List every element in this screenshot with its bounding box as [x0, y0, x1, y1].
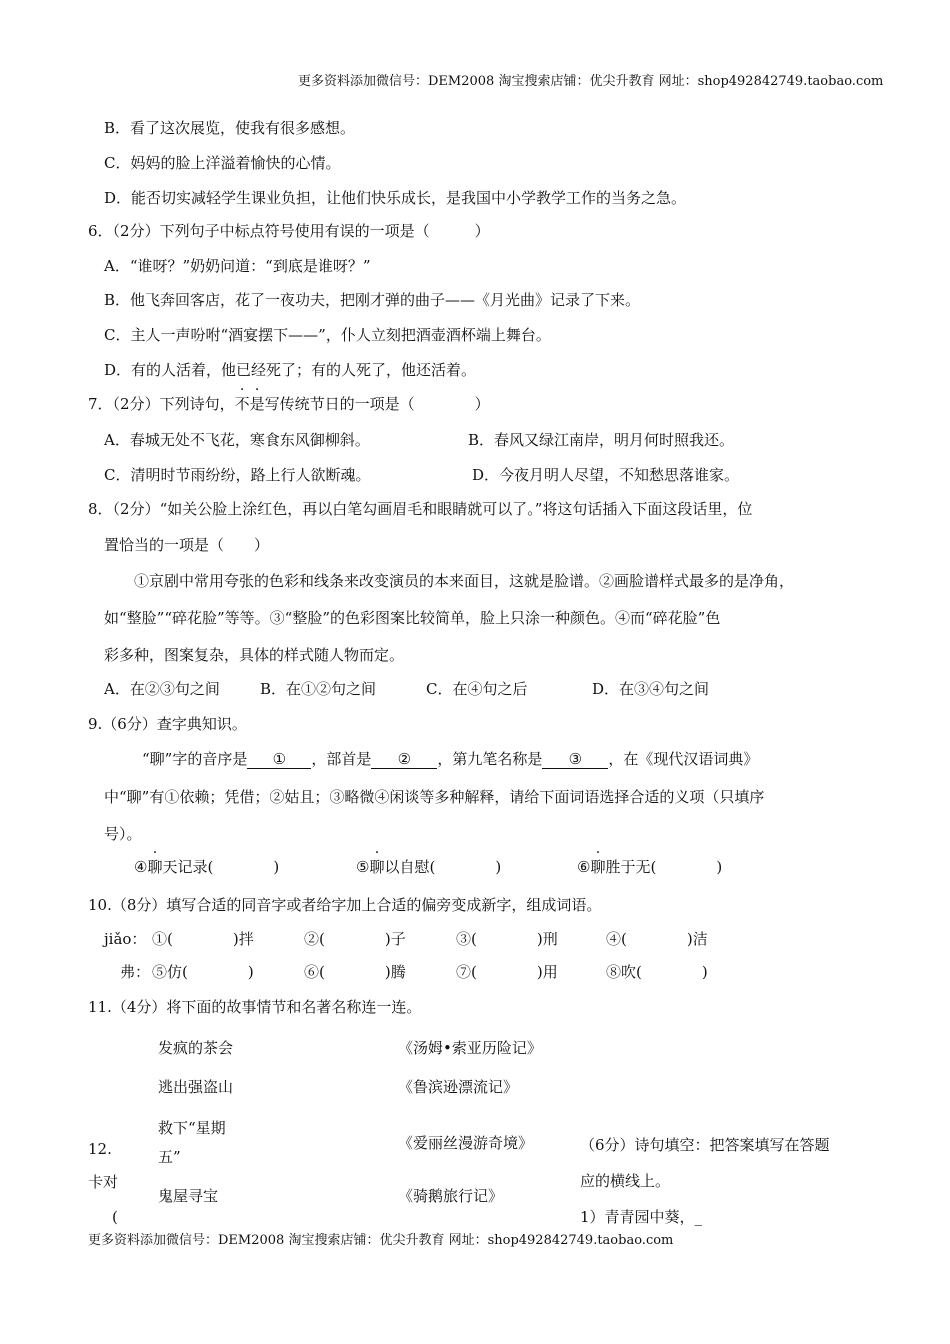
q9-line2: 中“聊”有①依赖；凭借；②姑且；③略微④闲谈等多种解释，请给下面词语选择合适的义项（只填序 [104, 788, 765, 806]
q9-item-6-rest: 胜于无( ) [605, 858, 723, 876]
q10-item-5: ⑤仿( ) [152, 963, 254, 981]
q7-emphasis-is: 是 [249, 395, 265, 413]
q9-text-a: “聊”字的音序是 [142, 750, 248, 768]
q9-line3: 号）。 [104, 825, 142, 843]
q12-fragment-2: ( [112, 1208, 118, 1226]
q7-stem [88, 394, 490, 414]
q7-option-c: C．清明时节雨纷纷，路上行人欲断魂。 [104, 466, 371, 484]
q10-item-3: ③( )刑 [456, 930, 558, 948]
q8-option-b: B．在①②句之间 [260, 680, 377, 698]
q8-stem-line1: 8．（2分）“如关公脸上涂红色，再以白笔勾画眉毛和眼睛就可以了。”将这句话插入下面这段话里，位 [88, 500, 753, 518]
q8-passage-line3: 彩多种，图案复杂，具体的样式随人物而定。 [104, 646, 405, 664]
q5-option-c: C．妈妈的脸上洋溢着愉快的心情。 [104, 154, 341, 172]
q11-book-1[interactable]: 《汤姆•索亚历险记》 [398, 1039, 542, 1057]
q7-option-a: A．春城无处不飞花，寒食东风御柳斜。 [104, 431, 370, 449]
q10-item-6: ⑥( )腾 [304, 963, 406, 981]
q12-fragment-1: 卡对 [88, 1173, 119, 1191]
q11-plot-1[interactable]: 发疯的茶会 [158, 1039, 234, 1057]
q11-plot-3a[interactable]: 救下“星期 [158, 1119, 226, 1137]
q11-book-4[interactable]: 《骑鹅旅行记》 [398, 1187, 504, 1205]
q9-text-b: ，部首是 [311, 750, 372, 768]
q10-item-1: ①( )拌 [152, 930, 254, 948]
q6-option-b: B．他飞奔回客店，花了一夜功夫，把刚才弹的曲子——《月光曲》记录了下来。 [104, 291, 641, 309]
q9-text-d: ，在《现代汉语词典》 [608, 750, 759, 768]
q11-book-3[interactable]: 《爱丽丝漫游奇境》 [398, 1134, 534, 1152]
q8-option-c: C．在④句之后 [426, 680, 528, 698]
q6-stem: 6．（2分）下列句子中标点符号使用有误的一项是（ ） [88, 222, 490, 240]
q9-item-4-rest: 天记录( ) [162, 858, 280, 876]
page-footer: 更多资料添加微信号：DEM2008 淘宝搜索店铺：优尖升教育 网址：shop492842749.taobao.com [88, 1233, 674, 1248]
q11-book-2[interactable]: 《鲁滨逊漂流记》 [398, 1078, 519, 1096]
q7-stem-b: 写传统节日的一项是（ ） [264, 395, 490, 413]
q7-stem-a: 7．（2分）下列诗句， [88, 395, 235, 413]
q6-option-c: C．主人一声吩咐“酒宴摆下——”，仆人立刻把酒壶酒杯端上舞台。 [104, 326, 551, 344]
q5-option-d: D．能否切实减轻学生课业负担，让他们快乐成长，是我国中小学教学工作的当务之急。 [104, 189, 687, 207]
q10-item-8: ⑧吹( ) [606, 963, 708, 981]
q9-item-4-char: 聊 [147, 858, 163, 876]
q9-item-5-rest: 以自慰( ) [384, 858, 502, 876]
page-header: 更多资料添加微信号：DEM2008 淘宝搜索店铺：优尖升教育 网址：shop492842749.taobao.com [298, 74, 884, 89]
q10-item-4: ④( )洁 [606, 930, 708, 948]
q8-passage-line2: 如“整脸”“碎花脸”等等。③“整脸”的色彩图案比较简单，脸上只涂一种颜色。④而“碎花脸”色 [104, 609, 721, 627]
q12-line-1: 1）青青园中葵，_ [580, 1208, 703, 1226]
q11-stem: 11.（4分）将下面的故事情节和名著名称连一连。 [88, 998, 422, 1016]
q11-plot-2[interactable]: 逃出强盗山 [158, 1078, 234, 1096]
q10-item-2: ②( )子 [304, 930, 406, 948]
q8-option-d: D．在③④句之间 [592, 680, 710, 698]
q7-option-b: B．春风又绿江南岸，明月何时照我还。 [468, 431, 735, 449]
q9-item-6-num: ⑥ [577, 858, 591, 876]
q7-option-d: D．今夜月明人尽望，不知愁思落谁家。 [472, 466, 740, 484]
q9-item-5-char: 聊 [369, 858, 385, 876]
q9-text-c: ，第九笔名称是 [437, 750, 543, 768]
q10-row2-label: 弗： [120, 963, 151, 981]
q10-row1-label: jiǎo： [104, 930, 147, 948]
q9-blank-3[interactable]: ③ [542, 750, 608, 769]
q9-line1 [142, 749, 758, 769]
q8-passage-line1: ①京剧中常用夸张的色彩和线条来改变演员的本来面目，这就是脸谱。②画脸谱样式最多的是净角， [134, 572, 795, 590]
q9-item-6-char: 聊 [590, 858, 606, 876]
q6-option-a: A．“谁呀？”奶奶问道：“到底是谁呀？” [104, 257, 371, 275]
q9-item-5 [356, 857, 501, 877]
q9-stem: 9.（6分）查字典知识。 [88, 715, 247, 733]
q9-item-6 [577, 857, 722, 877]
q10-stem: 10.（8分）填写合适的同音字或者给字加上合适的偏旁变成新字，组成词语。 [88, 896, 602, 914]
q11-plot-3b[interactable]: 五” [158, 1148, 181, 1166]
q12-stem-b: 应的横线上。 [580, 1172, 671, 1190]
q9-blank-1[interactable]: ① [247, 750, 311, 769]
q9-item-5-num: ⑤ [356, 858, 370, 876]
q7-emphasis-not: 不 [234, 395, 250, 413]
q5-option-b: B．看了这次展览，使我有很多感想。 [104, 119, 356, 137]
q12-number: 12. [88, 1140, 112, 1158]
q10-item-7: ⑦( )用 [456, 963, 558, 981]
q8-stem-line2: 置恰当的一项是（ ） [104, 536, 270, 554]
q9-item-4 [134, 857, 279, 877]
q9-blank-2[interactable]: ② [371, 750, 437, 769]
q8-option-a: A．在②③句之间 [104, 680, 220, 698]
q9-item-4-num: ④ [134, 858, 148, 876]
q11-plot-4[interactable]: 鬼屋寻宝 [158, 1187, 219, 1205]
q6-option-d: D．有的人活着，他已经死了；有的人死了，他还活着。 [104, 361, 477, 379]
q12-stem-a: （6分）诗句填空：把答案填写在答题 [580, 1136, 830, 1154]
